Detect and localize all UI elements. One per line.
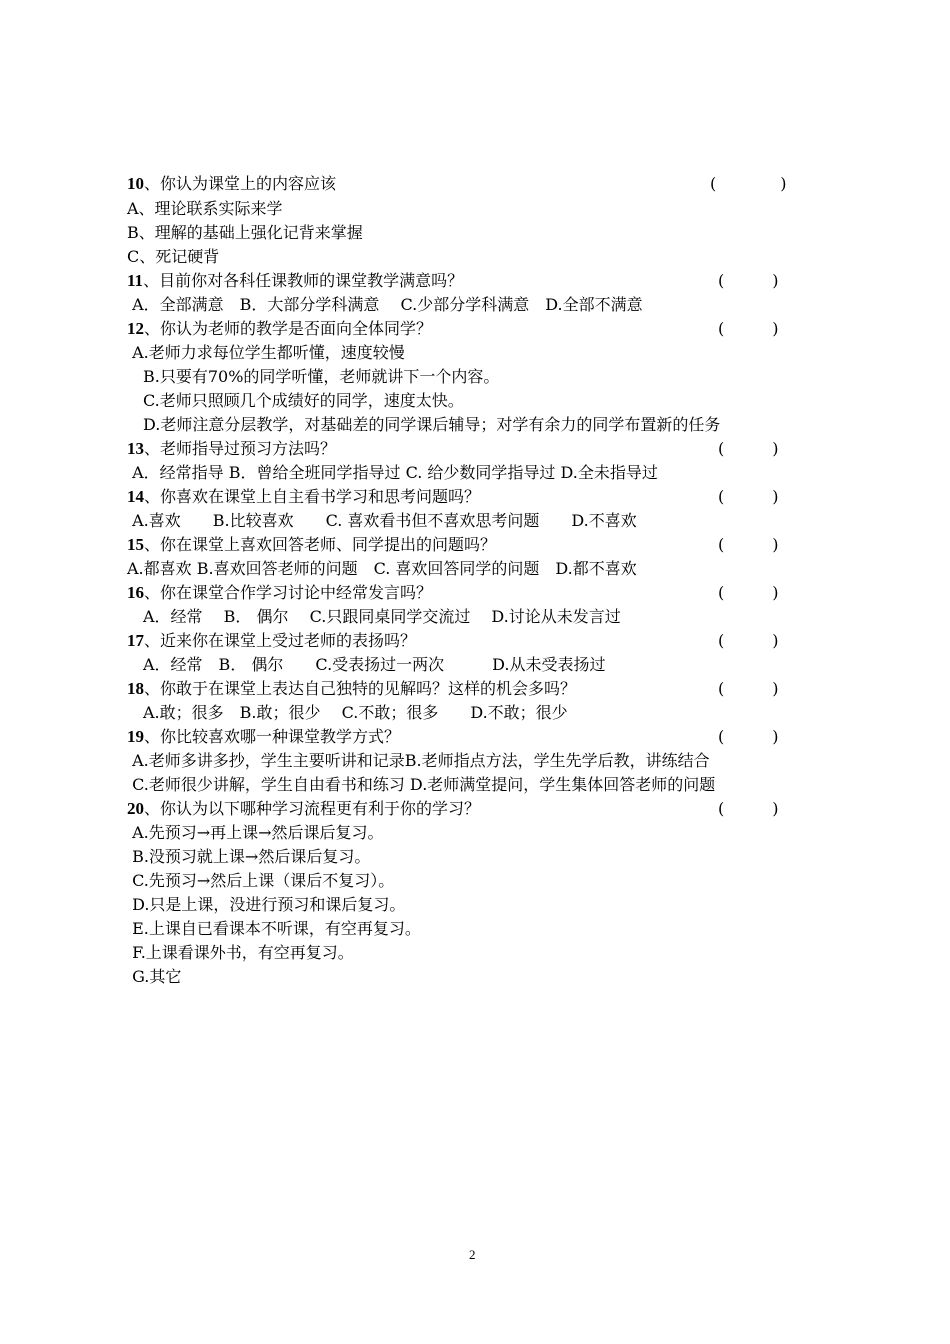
question-number: 20 bbox=[127, 799, 144, 818]
answer-bracket: ( ) bbox=[718, 439, 779, 458]
question-13-title bbox=[127, 439, 336, 459]
question-16-title bbox=[127, 583, 432, 603]
option-line: A.老师力求每位学生都听懂，速度较慢 bbox=[127, 343, 405, 362]
option-line: A．全部满意 B．大部分学科满意 C.少部分学科满意 D.全部不满意 bbox=[127, 295, 643, 314]
question-text: 、你认为老师的教学是否面向全体同学？ bbox=[144, 319, 433, 338]
answer-bracket: ( ) bbox=[718, 631, 779, 650]
question-12-title bbox=[127, 319, 432, 339]
question-number: 11 bbox=[127, 271, 144, 290]
question-19-title bbox=[127, 727, 400, 747]
option-line: G.其它 bbox=[127, 967, 182, 986]
question-number: 10 bbox=[127, 174, 144, 193]
option-line: F.上课看课外书，有空再复习。 bbox=[127, 943, 354, 962]
option-line: A.敢；很多 B.敢；很少 C.不敢；很多 D.不敢；很少 bbox=[127, 703, 568, 722]
question-18-title bbox=[127, 679, 576, 699]
option-line: C.老师只照顾几个成绩好的同学，速度太快。 bbox=[127, 391, 464, 410]
option-line: B.没预习就上课→然后课后复习。 bbox=[127, 847, 371, 866]
answer-bracket: ( ) bbox=[718, 487, 779, 506]
answer-bracket: ( ) bbox=[718, 679, 779, 698]
option-line: A、理论联系实际来学 bbox=[127, 199, 283, 218]
option-line: C、死记硬背 bbox=[127, 247, 220, 266]
option-line: C.先预习→然后上课（课后不复习）。 bbox=[127, 871, 395, 890]
question-number: 19 bbox=[127, 727, 144, 746]
question-text: 、近来你在课堂上受过老师的表扬吗？ bbox=[144, 631, 417, 650]
question-15-title bbox=[127, 535, 496, 555]
question-20-title bbox=[127, 799, 480, 819]
question-text: 、老师指导过预习方法吗？ bbox=[144, 439, 337, 458]
question-number: 18 bbox=[127, 679, 144, 698]
question-number: 14 bbox=[127, 487, 144, 506]
question-text: 、你在课堂上喜欢回答老师、同学提出的问题吗？ bbox=[144, 535, 497, 554]
option-line: A.都喜欢 B.喜欢回答老师的问题 C. 喜欢回答同学的问题 D.都不喜欢 bbox=[127, 559, 637, 578]
option-line: A.老师多讲多抄，学生主要听讲和记录B.老师指点方法，学生先学后教，讲练结合 bbox=[127, 751, 710, 770]
answer-bracket: ( ) bbox=[710, 174, 787, 193]
question-10-title bbox=[127, 174, 336, 194]
option-line: B、理解的基础上强化记背来掌握 bbox=[127, 223, 363, 242]
option-line: D.只是上课，没进行预习和课后复习。 bbox=[127, 895, 406, 914]
answer-bracket: ( ) bbox=[718, 727, 779, 746]
option-line: A．经常指导 B．曾给全班同学指导过 C. 给少数同学指导过 D.全未指导过 bbox=[127, 463, 658, 482]
question-text: 、你比较喜欢哪一种课堂教学方式？ bbox=[144, 727, 401, 746]
question-number: 17 bbox=[127, 631, 144, 650]
question-number: 12 bbox=[127, 319, 144, 338]
question-number: 16 bbox=[127, 583, 144, 602]
answer-bracket: ( ) bbox=[718, 271, 779, 290]
question-text: 、你敢于在课堂上表达自己独特的见解吗？这样的机会多吗？ bbox=[144, 679, 577, 698]
option-line: A．经常 B． 偶尔 C.受表扬过一两次 D.从未受表扬过 bbox=[127, 655, 606, 674]
question-text: 、你在课堂合作学习讨论中经常发言吗？ bbox=[144, 583, 433, 602]
option-line: D.老师注意分层教学，对基础差的同学课后辅导；对学有余力的同学布置新的任务 bbox=[127, 415, 721, 434]
page-number: 2 bbox=[469, 1247, 476, 1262]
question-text: 、你认为课堂上的内容应该 bbox=[144, 174, 337, 193]
question-number: 13 bbox=[127, 439, 144, 458]
question-number: 15 bbox=[127, 535, 144, 554]
option-line: C.老师很少讲解，学生自由看书和练习 D.老师满堂提问，学生集体回答老师的问题 bbox=[127, 775, 716, 794]
option-line: B.只要有70%的同学听懂，老师就讲下一个内容。 bbox=[127, 367, 500, 386]
option-line: A.喜欢 B.比较喜欢 C. 喜欢看书但不喜欢思考问题 D.不喜欢 bbox=[127, 511, 637, 530]
question-14-title bbox=[127, 487, 480, 507]
question-text: 、目前你对各科任课教师的课堂教学满意吗？ bbox=[143, 271, 464, 290]
question-11-title bbox=[127, 271, 463, 291]
option-line: E.上课自已看课本不听课，有空再复习。 bbox=[127, 919, 421, 938]
question-text: 、你喜欢在课堂上自主看书学习和思考问题吗？ bbox=[144, 487, 481, 506]
question-17-title bbox=[127, 631, 416, 651]
answer-bracket: ( ) bbox=[718, 583, 779, 602]
answer-bracket: ( ) bbox=[718, 319, 779, 338]
answer-bracket: ( ) bbox=[718, 535, 779, 554]
answer-bracket: ( ) bbox=[718, 799, 779, 818]
option-line: A．经常 B． 偶尔 C.只跟同桌同学交流过 D.讨论从未发言过 bbox=[127, 607, 621, 626]
question-text: 、你认为以下哪种学习流程更有利于你的学习？ bbox=[144, 799, 481, 818]
option-line: A.先预习→再上课→然后课后复习。 bbox=[127, 823, 384, 842]
